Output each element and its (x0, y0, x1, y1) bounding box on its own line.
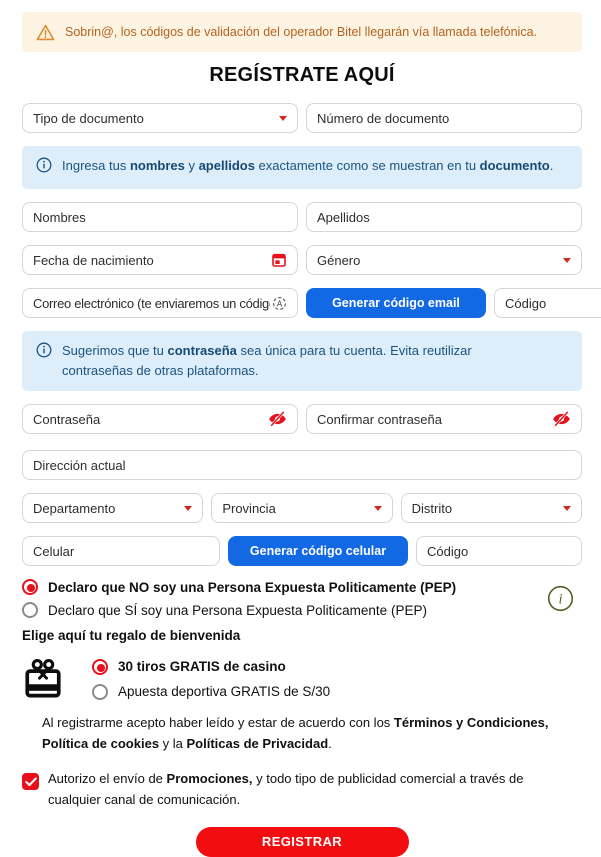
eye-off-icon[interactable] (268, 411, 287, 427)
province-label: Provincia (222, 500, 276, 516)
pep-no-radio[interactable] (22, 579, 38, 595)
phone-code-field (416, 536, 582, 566)
document-type-label: Tipo de documento (33, 110, 144, 126)
province-select[interactable] (211, 493, 392, 523)
privacy-link: Políticas de Privacidad (186, 736, 329, 752)
document-type-select[interactable] (22, 103, 298, 133)
svg-text:A: A (276, 298, 283, 308)
gender-select[interactable] (306, 245, 582, 275)
eye-off-icon[interactable] (552, 411, 571, 427)
autofill-icon (272, 296, 287, 311)
gift-sports-radio[interactable] (92, 684, 108, 700)
address-input[interactable] (33, 451, 571, 479)
department-label: Departamento (33, 500, 116, 516)
document-number-field (306, 103, 582, 133)
calendar-icon[interactable] (271, 252, 287, 268)
pep-section (22, 579, 582, 618)
chevron-down-icon (563, 258, 571, 263)
name-row (22, 202, 582, 232)
warning-triangle-icon (36, 24, 55, 41)
register-button[interactable]: REGISTRAR (196, 827, 409, 857)
warning-banner (22, 12, 582, 52)
confirm-password-input[interactable] (317, 405, 546, 433)
email-field (22, 288, 298, 318)
last-name-input[interactable] (317, 203, 571, 231)
gift-casino-radio[interactable] (92, 659, 108, 675)
district-label: Distrito (411, 500, 453, 516)
submit-area (22, 827, 582, 857)
generate-email-code-button[interactable]: Generar código email (306, 288, 486, 318)
chevron-down-icon (279, 116, 287, 121)
gift-options (92, 659, 330, 700)
phone-row (22, 536, 582, 566)
phone-input[interactable] (33, 537, 209, 565)
address-field (22, 450, 582, 480)
pep-options (22, 579, 456, 618)
district-select[interactable] (401, 493, 582, 523)
pep-si-label: Declaro que SÍ soy una Persona Expuesta Politicamente (PEP) (48, 602, 427, 618)
warning-text: Sobrin@, los códigos de validación del operador Bitel llegarán vía llamada telefónica. (65, 25, 537, 39)
email-code-field (494, 288, 601, 318)
info-circle-icon (36, 342, 52, 364)
pep-si-radio[interactable] (22, 602, 38, 618)
first-name-input[interactable] (33, 203, 287, 231)
phone-code-input[interactable] (427, 537, 571, 565)
birthdate-field (22, 245, 298, 275)
birth-gender-row (22, 245, 582, 275)
pep-no-option[interactable] (22, 579, 456, 595)
confirm-password-field (306, 404, 582, 434)
email-row (22, 288, 582, 318)
chevron-down-icon (374, 506, 382, 511)
promotions-consent (22, 769, 582, 811)
pep-info-icon[interactable] (547, 585, 574, 612)
password-info-box (22, 331, 582, 391)
gift-section (22, 657, 582, 701)
last-name-field (306, 202, 582, 232)
email-code-input[interactable] (505, 289, 601, 317)
document-row (22, 103, 582, 133)
birthdate-input[interactable] (33, 246, 265, 274)
names-info-text: Ingresa tus nombres y apellidos exactamente como se muestran en tu documento. (62, 158, 554, 173)
gift-icon (22, 657, 64, 701)
page-title: REGÍSTRATE AQUÍ (209, 64, 395, 86)
pep-si-option[interactable] (22, 602, 456, 618)
first-name-field (22, 202, 298, 232)
chevron-down-icon (563, 506, 571, 511)
terms-link: Términos y Condiciones, Política de cookies (42, 715, 549, 752)
location-row (22, 493, 582, 523)
info-circle-icon (36, 157, 52, 179)
department-select[interactable] (22, 493, 203, 523)
generate-phone-code-button[interactable]: Generar código celular (228, 536, 408, 566)
password-field (22, 404, 298, 434)
gift-casino-label: 30 tiros GRATIS de casino (118, 659, 286, 675)
password-row (22, 404, 582, 434)
gift-sports-label: Apuesta deportiva GRATIS de S/30 (118, 684, 331, 700)
gift-heading: Elige aquí tu regalo de bienvenida (22, 628, 241, 644)
gender-label: Género (317, 252, 361, 268)
address-row (22, 450, 582, 480)
svg-text:i: i (558, 591, 563, 608)
promotions-checkbox[interactable] (22, 773, 39, 790)
pep-no-label: Declaro que NO soy una Persona Expuesta Politicamente (PEP) (48, 579, 457, 595)
gift-casino-option[interactable] (92, 659, 330, 675)
password-info-text: Sugerimos que tu contraseña sea única para tu cuenta. Evita reutilizar contraseñas de otras plataformas. (62, 343, 472, 379)
promotions-text: Autorizo el envío de Promociones, y todo tipo de publicidad comercial a través de cualquier canal de comunicación. (48, 771, 524, 807)
email-input[interactable] (33, 289, 270, 317)
phone-field (22, 536, 220, 566)
password-input[interactable] (33, 405, 262, 433)
gift-sports-option[interactable] (92, 684, 330, 700)
terms-text: Al registrarme acepto haber leído y estar de acuerdo con los Términos y Condiciones, Política de cookies y la Políticas de Privacidad. (42, 715, 549, 752)
document-number-input[interactable] (317, 104, 571, 132)
names-info-box (22, 146, 582, 189)
chevron-down-icon (184, 506, 192, 511)
